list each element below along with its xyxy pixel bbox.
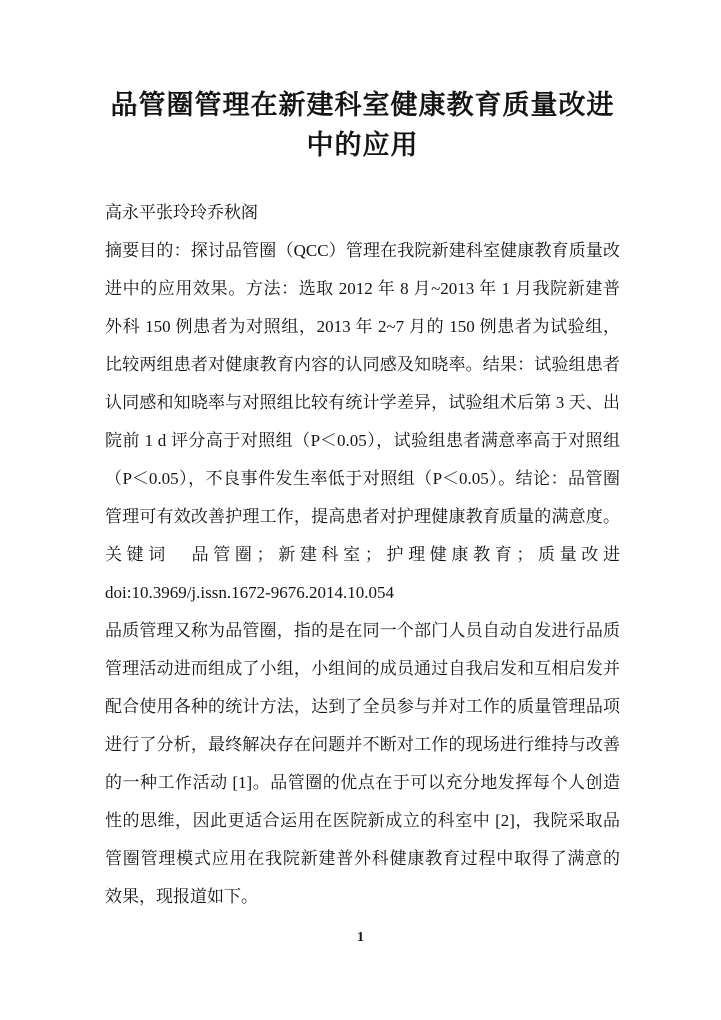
intro-line: 配合使用各种的统计方法，达到了全员参与并对工作的质量管理品项 xyxy=(105,697,620,716)
title-line: 中的应用 xyxy=(306,130,419,160)
document-body xyxy=(105,194,620,916)
intro-line: 性的思维，因此更适合运用在医院新成立的科室中 [2]，我院采取品 xyxy=(105,811,620,830)
title-line: 品管圈管理在新建科室健康教育质量改进 xyxy=(110,90,615,120)
intro-line: 的一种工作活动 [1]。品管圈的优点在于可以充分地发挥每个人创造 xyxy=(105,773,620,792)
abstract-line: （P＜0.05），不良事件发生率低于对照组（P＜0.05）。结论：品管圈 xyxy=(105,469,620,488)
abstract-line: 摘要目的：探讨品管圈（QCC）管理在我院新建科室健康教育质量改 xyxy=(105,241,620,260)
page-title xyxy=(105,85,620,165)
intro-line: 品质管理又称为品管圈，指的是在同一个部门人员自动自发进行品质 xyxy=(105,621,620,640)
abstract-line: 院前 1 d 评分高于对照组（P＜0.05），试验组患者满意率高于对照组 xyxy=(105,431,620,450)
intro-line: 进行了分析，最终解决存在问题并不断对工作的现场进行维持与改善 xyxy=(105,735,620,754)
intro-line: 管理活动进而组成了小组，小组间的成员通过自我启发和互相启发并 xyxy=(105,659,620,678)
abstract-line: 管理可有效改善护理工作，提高患者对护理健康教育质量的满意度。 xyxy=(105,507,620,526)
abstract-line: 比较两组患者对健康教育内容的认同感及知晓率。结果：试验组患者 xyxy=(105,355,620,374)
abstract-line: 外科 150 例患者为对照组，2013 年 2~7 月的 150 例患者为试验组， xyxy=(105,317,620,336)
keywords-line: 关键词 品管圈；新建科室；护理健康教育；质量改进 xyxy=(105,545,620,564)
intro-line: 管圈管理模式应用在我院新建普外科健康教育过程中取得了满意的 xyxy=(105,849,620,868)
doi-line: doi:10.3969/j.issn.1672-9676.2014.10.054 xyxy=(105,583,395,602)
intro-line: 效果，现报道如下。 xyxy=(105,887,258,906)
page-number: 1 xyxy=(357,930,364,945)
abstract-line: 认同感和知晓率与对照组比较有统计学差异，试验组术后第 3 天、出 xyxy=(105,393,620,412)
abstract-line: 进中的应用效果。方法：选取 2012 年 8 月~2013 年 1 月我院新建普 xyxy=(105,279,620,298)
author-line: 高永平张玲玲乔秋阁 xyxy=(105,203,258,222)
